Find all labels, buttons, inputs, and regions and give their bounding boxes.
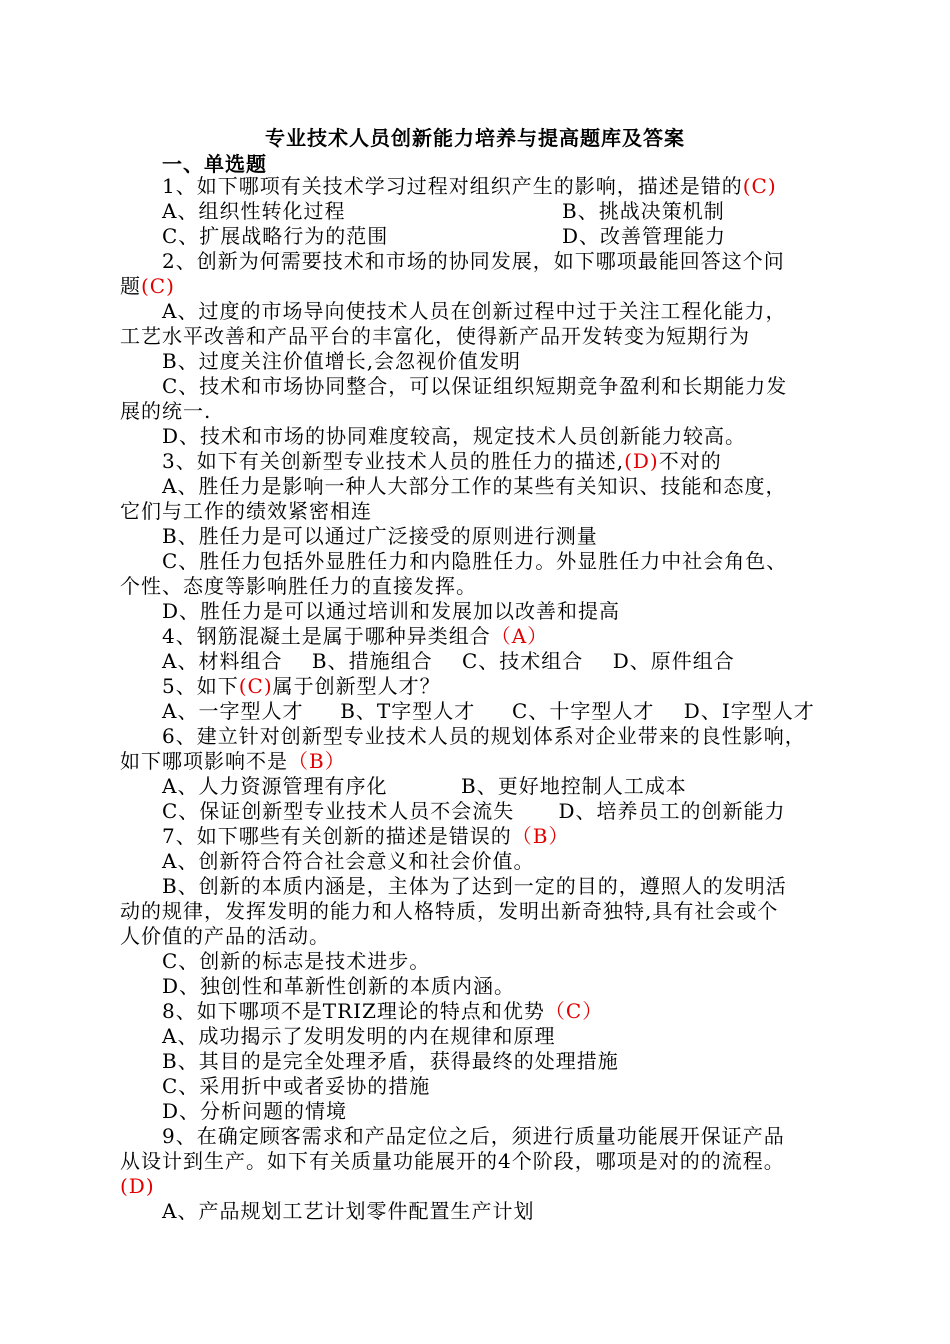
q1-option-a: A、组织性转化过程: [162, 199, 346, 223]
q1-stem: [162, 173, 777, 199]
document-title: 专业技术人员创新能力培养与提高题库及答案: [265, 126, 685, 150]
q1-answer: (C): [742, 174, 777, 198]
q4-options: A、材料组合 B、措施组合 C、技术组合 D、原件组合: [162, 649, 735, 673]
q9-stem-line1: 9、在确定顾客需求和产品定位之后，须进行质量功能展开保证产品: [162, 1124, 785, 1148]
q1-option-b: B、挑战决策机制: [562, 199, 725, 223]
q9-stem-line2: 从设计到生产。如下有关质量功能展开的4个阶段，哪项是对的的流程。: [120, 1149, 785, 1173]
q2-stem-line1: 2、创新为何需要技术和市场的协同发展，如下哪项最能回答这个问: [162, 249, 785, 273]
q3-stem-tail: 不对的: [658, 449, 722, 473]
q7-option-b-line1: B、创新的本质内涵是，主体为了达到一定的目的，遵照人的发明活: [162, 874, 787, 898]
q6-stem-line2: [120, 748, 346, 774]
q7-option-c: C、创新的标志是技术进步。: [162, 949, 431, 973]
q2-option-a-line2: 工艺水平改善和产品平台的丰富化，使得新产品开发转变为短期行为: [120, 324, 750, 348]
q2-option-b: B、过度关注价值增长,会忽视价值发明: [162, 349, 522, 373]
q3-stem-text: 3、如下有关创新型专业技术人员的胜任力的描述,: [162, 449, 625, 473]
q5-stem: [162, 673, 441, 699]
q3-option-c-line1: C、胜任力包括外显胜任力和内隐胜任力。外显胜任力中社会角色、: [162, 549, 788, 573]
q7-option-b-line2: 动的规律，发挥发明的能力和人格特质，发明出新奇独特,具有社会或个: [120, 899, 779, 923]
q8-option-a: A、成功揭示了发明发明的内在规律和原理: [162, 1024, 556, 1048]
q3-answer: (D): [624, 449, 659, 473]
q4-stem: [162, 623, 548, 649]
q3-option-b: B、胜任力是可以通过广泛接受的原则进行测量: [162, 524, 598, 548]
q5-stem-tail: 属于创新型人才？: [272, 674, 441, 698]
q8-option-b: B、其目的是完全处理矛盾，获得最终的处理措施: [162, 1049, 619, 1073]
q6-stem-line1: 6、建立针对创新型专业技术人员的规划体系对企业带来的良性影响，: [162, 724, 806, 748]
q2-option-a-line1: A、过度的市场导向使技术人员在创新过程中过于关注工程化能力，: [162, 299, 787, 323]
q4-answer: （A）: [490, 624, 549, 648]
q8-answer: （C）: [544, 999, 604, 1023]
q7-option-d: D、独创性和革新性创新的本质内涵。: [162, 974, 516, 998]
q9-answer: (D): [120, 1174, 155, 1198]
q7-stem: [162, 823, 569, 849]
q3-option-d: D、胜任力是可以通过培训和发展加以改善和提高: [162, 599, 621, 623]
q7-option-a: A、创新符合符合社会意义和社会价值。: [162, 849, 535, 873]
q3-option-a-line2: 它们与工作的绩效紧密相连: [120, 499, 372, 523]
q2-option-c-line2: 展的统一.: [120, 399, 212, 423]
q5-stem-text: 5、如下: [162, 674, 239, 698]
q1-stem-text: 1、如下哪项有关技术学习过程对组织产生的影响，描述是错的: [162, 174, 743, 198]
q2-answer: (C): [141, 274, 175, 298]
q2-stem-text: 题: [120, 274, 141, 298]
q6-options-ab: A、人力资源管理有序化 B、更好地控制人工成本: [162, 774, 687, 798]
q9-option-a: A、产品规划工艺计划零件配置生产计划: [162, 1199, 535, 1223]
q8-stem: [162, 998, 603, 1024]
q5-options: A、一字型人才 B、T字型人才 C、十字型人才 D、I字型人才: [162, 699, 815, 723]
q7-answer: （B）: [511, 824, 570, 848]
q4-stem-text: 4、钢筋混凝土是属于哪种异类组合: [162, 624, 491, 648]
q1-option-d: D、改善管理能力: [562, 224, 727, 248]
q8-option-c: C、采用折中或者妥协的措施: [162, 1074, 431, 1098]
q6-answer: （B）: [288, 749, 346, 773]
q8-option-d: D、分析问题的情境: [162, 1099, 348, 1123]
q2-stem-line2: [120, 273, 175, 299]
q3-stem: [162, 448, 722, 474]
section-heading: 一、单选题: [162, 152, 267, 176]
q6-stem-text: 如下哪项影响不是: [120, 749, 288, 773]
q2-option-c-line1: C、技术和市场协同整合，可以保证组织短期竞争盈利和长期能力发: [162, 374, 788, 398]
q8-stem-text: 8、如下哪项不是TRIZ理论的特点和优势: [162, 999, 545, 1023]
q1-option-c: C、扩展战略行为的范围: [162, 224, 389, 248]
q3-option-c-line2: 个性、态度等影响胜任力的直接发挥。: [120, 574, 477, 598]
q3-option-a-line1: A、胜任力是影响一种人大部分工作的某些有关知识、技能和态度，: [162, 474, 787, 498]
q5-answer: (C): [238, 674, 273, 698]
q2-option-d: D、技术和市场的协同难度较高，规定技术人员创新能力较高。: [162, 424, 747, 448]
q7-option-b-line3: 人价值的产品的活动。: [120, 924, 330, 948]
q7-stem-text: 7、如下哪些有关创新的描述是错误的: [162, 824, 512, 848]
q6-options-cd: C、保证创新型专业技术人员不会流失 D、培养员工的创新能力: [162, 799, 786, 823]
